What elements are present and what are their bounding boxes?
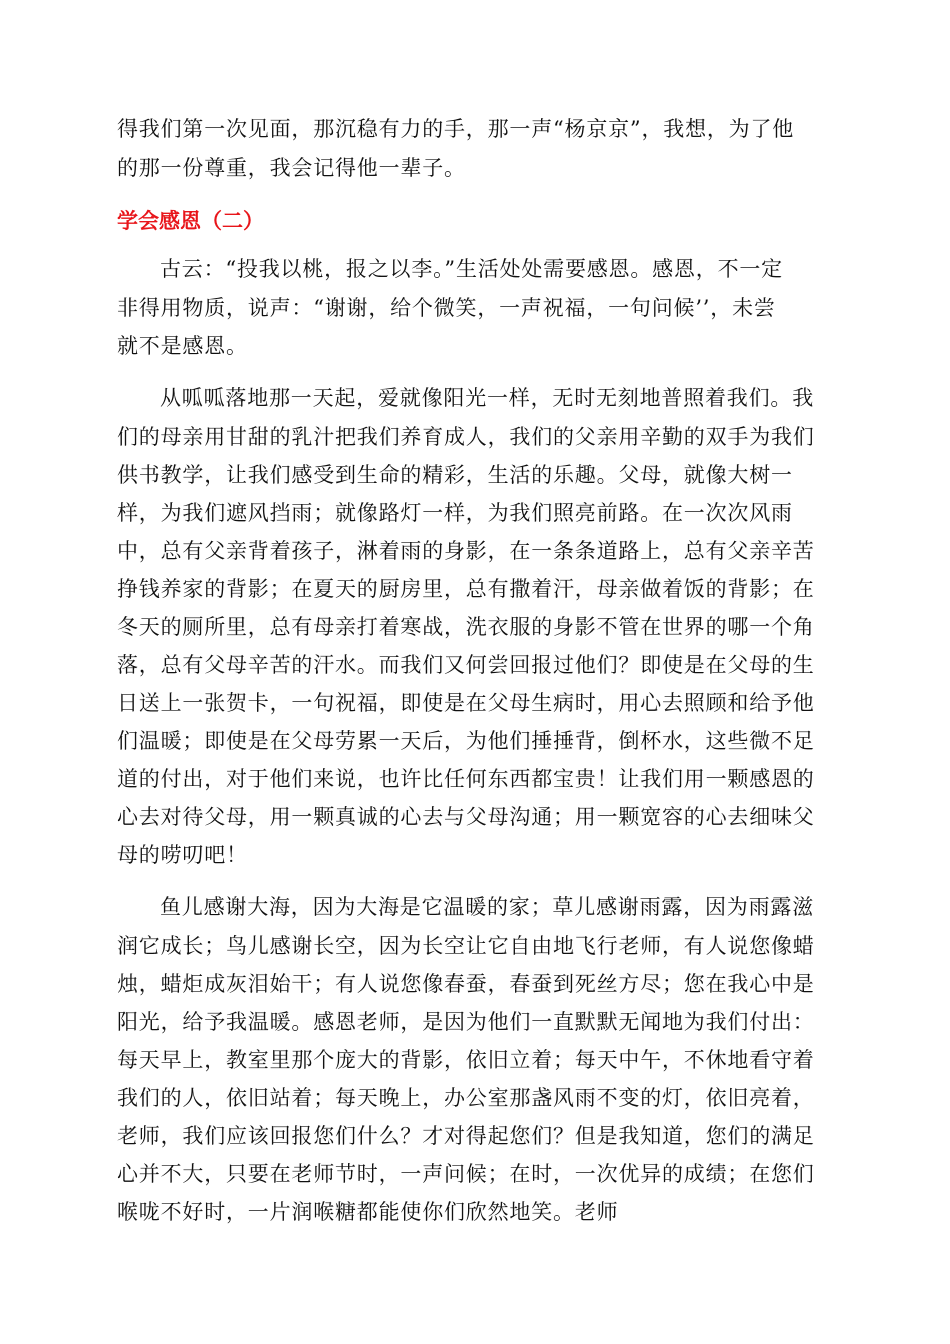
text-line: 鱼儿感谢大海，因为大海是它温暖的家；草儿感谢雨露，因为雨露滋	[160, 895, 814, 919]
text-line: 挣钱养家的背影；在夏天的厨房里，总有撒着汗，母亲做着饭的背影；在	[117, 577, 815, 601]
text-line: 中，总有父亲背着孩子，淋着雨的身影，在一条条道路上，总有父亲辛苦	[117, 539, 815, 563]
text-line: 喉咙不好时，一片润喉糖都能使你们欣然地笑。老师	[117, 1200, 619, 1224]
text-line: 供书教学，让我们感受到生命的精彩，生活的乐趣。父母，就像大树一	[117, 463, 793, 487]
text-line: 们的母亲用甘甜的乳汁把我们养育成人，我们的父亲用辛勤的双手为我们	[117, 425, 815, 449]
text-line: 心并不大，只要在老师节时，一声问候；在时，一次优异的成绩；在您们	[117, 1162, 815, 1186]
text-line: 就不是感恩。	[117, 334, 248, 358]
text-line: 的那一份尊重，我会记得他一辈子。	[117, 156, 466, 180]
text-line: 烛，蜡炬成灰泪始干；有人说您像春蚕，春蚕到死丝方尽；您在我心中是	[117, 972, 815, 996]
text-line: 样，为我们遮风挡雨；就像路灯一样，为我们照亮前路。在一次次风雨	[117, 501, 793, 525]
section-heading: 学会感恩（二）	[117, 209, 264, 233]
text-line: 从呱呱落地那一天起，爱就像阳光一样，无时无刻地普照着我们。我	[160, 386, 814, 410]
text-line: 得我们第一次见面，那沉稳有力的手，那一声“杨京京”，我想，为了他	[117, 117, 795, 141]
text-line: 阳光，给予我温暖。感恩老师，是因为他们一直默默无闻地为我们付出：	[117, 1010, 815, 1034]
text-line: 每天早上，教室里那个庞大的背影，依旧立着；每天中午，不休地看守着	[117, 1048, 815, 1072]
text-line: 落，总有父母辛苦的汗水。而我们又何尝回报过他们？即使是在父母的生	[117, 653, 815, 677]
text-line: 我们的人，依旧站着；每天晚上，办公室那盏风雨不变的灯，依旧亮着，	[117, 1086, 815, 1110]
text-line: 非得用物质，说声：“谢谢，给个微笑，一声祝福，一句问候’’，未尝	[117, 296, 776, 320]
text-line: 道的付出，对于他们来说，也许比任何东西都宝贵！让我们用一颗感恩的	[117, 767, 815, 791]
text-line: 心去对待父母，用一颗真诚的心去与父母沟通；用一颗宽容的心去细味父	[117, 805, 815, 829]
text-line: 母的唠叨吧！	[117, 843, 248, 867]
text-line: 们温暖；即使是在父母劳累一天后，为他们捶捶背，倒杯水，这些微不足	[117, 729, 815, 753]
text-line: 老师，我们应该回报您们什么？才对得起您们？但是我知道，您们的满足	[117, 1124, 815, 1148]
text-line: 日送上一张贺卡，一句祝福，即使是在父母生病时，用心去照顾和给予他	[117, 691, 815, 715]
text-line: 冬天的厕所里，总有母亲打着寒战，洗衣服的身影不管在世界的哪一个角	[117, 615, 815, 639]
text-line: 润它成长；鸟儿感谢长空，因为长空让它自由地飞行老师，有人说您像蜡	[117, 934, 815, 958]
text-line: 古云：“投我以桃，报之以李。”生活处处需要感恩。感恩，不一定	[160, 257, 783, 281]
